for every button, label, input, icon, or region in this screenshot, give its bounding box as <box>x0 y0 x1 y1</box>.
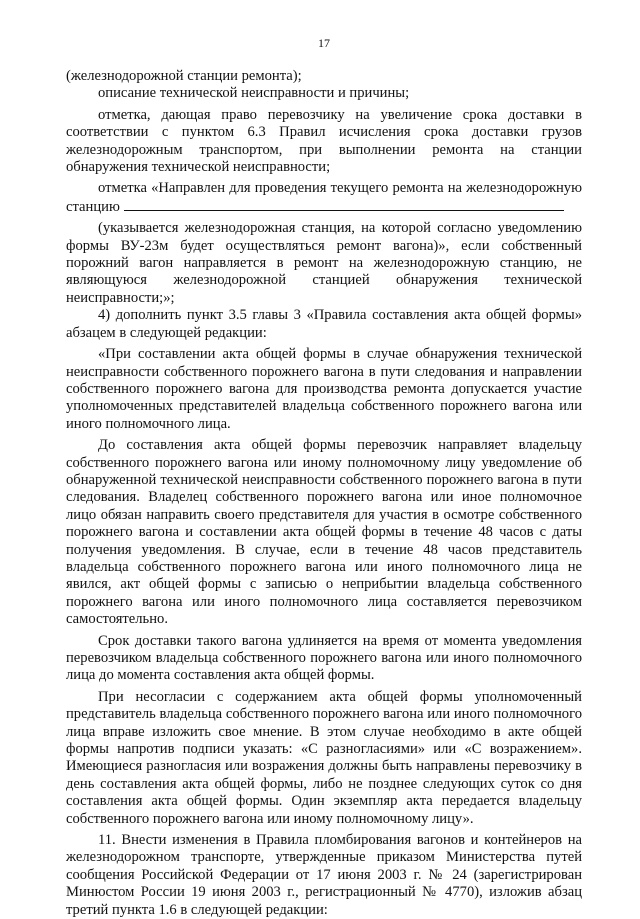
paragraph-2: описание технической неисправности и причины; <box>98 85 410 102</box>
paragraph-6: 4) дополнить пункт 3.5 главы 3 «Правила составления акта общей формы» абзацем в следующей редакции: <box>66 307 582 341</box>
paragraph-4 <box>66 180 582 216</box>
paragraph-11: 11. Внести изменения в Правила пломбирования вагонов и контейнеров на железнодорожном транспорте, утвержденные приказом Министерства путей сообщения Российской Федерации от 17 июня 2003 г. № 24 (зарегистрирован Минюстом России 19 июня 2003 г., регистрационный № 4770), изложив абзац третий пункта 1.6 в следующей редакции: <box>66 832 582 918</box>
paragraph-7: «При составлении акта общей формы в случае обнаружения технической неисправности собственного порожнего вагона в пути следования и направлении собственного порожнего вагона для производства ремонта допускается участие уполномоченных представителей владельца собственного порожнего вагона или иного полномочного лица. <box>66 346 582 432</box>
page-number: 17 <box>318 36 330 50</box>
paragraph-1: (железнодорожной станции ремонта); <box>66 68 302 84</box>
paragraph-10: При несогласии с содержанием акта общей формы уполномоченный представитель владельца собственного порожнего вагона или иного полномочного лица вправе изложить свое мнение. В этом случае необходимо в акте общей формы напротив подписи указать: «С разногласиями» или «С возражением». Имеющиеся разногласия или возражения должны быть направлены перевозчику в день составления акта общей формы, либо не позднее следующих суток со дня составления акта общей формы. Один экземпляр акта передается владельцу собственного порожнего вагона или иному полномочному лицу». <box>66 688 582 827</box>
paragraph-8: До составления акта общей формы перевозчик направляет владельцу собственного порожнего вагона или иному полномочному лицу уведомление об обнаруженной технической неисправности собственного порожнего вагона в пути следования. Владелец собственного порожнего вагона или иное полномочное лицо обязан направить своего представителя для участия в осмотре собственного порожнего вагона и составлении акта общей формы в течение 48 часов с даты получения уведомления. В случае, если в течение 48 часов представитель владельца собственного порожнего вагона или иного полномочного лица не явился, акт общей формы с записью о неприбытии владельца собственного порожнего вагона или иного полномочного лица составляется перевозчиком самостоятельно. <box>66 437 582 628</box>
paragraph-3: отметка, дающая право перевозчику на увеличение срока доставки в соответствии с пунктом 6.3 Правил исчисления срока доставки грузов железнодорожным транспортом, при выполнении ремонта на станции обнаружения технической неисправности; <box>66 106 582 176</box>
paragraph-5: (указывается железнодорожная станция, на которой согласно уведомлению формы ВУ-23м будет осуществляться ремонт вагона)», если собственный порожний вагон направляется в ремонт на железнодорожную станцию, не являющуюся железнодорожной станцией обнаружения технической неисправности;»; <box>66 220 582 306</box>
paragraph-9: Срок доставки такого вагона удлиняется на время от момента уведомления перевозчиком владельца собственного порожнего вагона или иного полномочного лица до момента составления акта общей формы. <box>66 632 582 684</box>
blank-fill-line <box>124 198 564 211</box>
paragraph-4-text: отметка «Направлен для проведения текущего ремонта на железнодорожную станцию <box>66 180 582 215</box>
